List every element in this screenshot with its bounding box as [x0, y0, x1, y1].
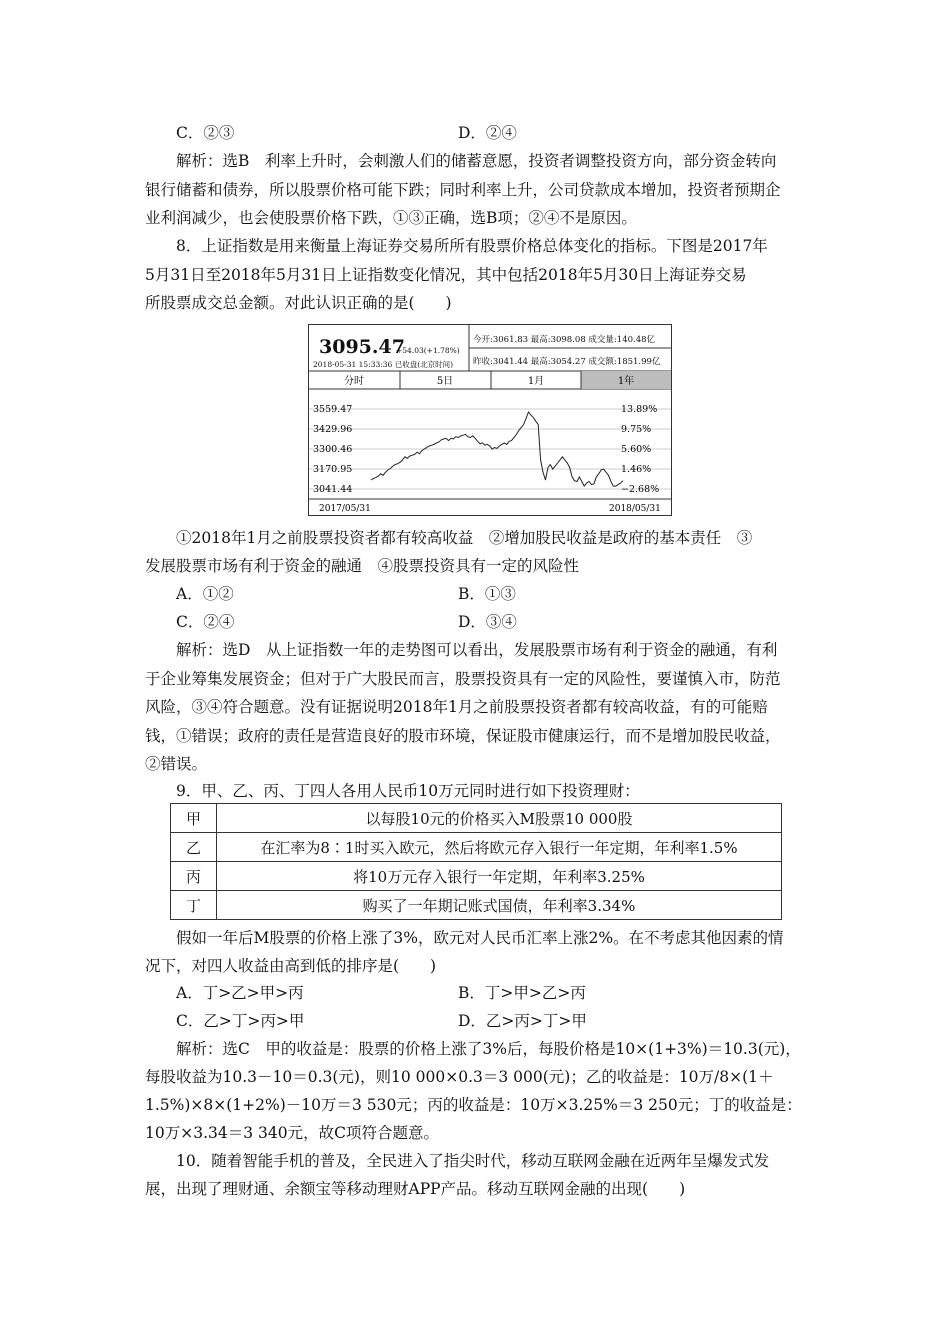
y-tick-label: 3041.44 [313, 484, 353, 495]
q7-analysis-line: 银行储蓄和债券，所以股票价格可能下跌；同时利率上升，公司贷款成本增加，投资者预期企 [145, 181, 781, 199]
pct-tick-label: 1.46% [621, 464, 652, 475]
q8-stem-line: 所股票成交总金额。对此认识正确的是( ) [145, 294, 452, 312]
table-cell-desc: 在汇率为8∶1时买入欧元，然后将欧元存入银行一年定期，年利率1.5% [217, 833, 782, 862]
q8-statement-line: ①2018年1月之前股票投资者都有较高收益 ②增加股民收益是政府的基本责任 ③ [176, 529, 753, 547]
q7-analysis-line: 解析：选B 利率上升时，会刺激人们的储蓄意愿，投资者调整投资方向，部分资金转向 [176, 152, 777, 170]
table-cell-desc: 购买了一年期记账式国债，年利率3.34% [217, 891, 782, 920]
chart-info-line1: 今开:3061.83 最高:3098.08 成交量:140.48亿 [473, 335, 656, 345]
tab-intraday[interactable]: 分时 [344, 376, 364, 387]
q7-option-d: D．②④ [458, 124, 517, 142]
q8-option-c: C．②④ [176, 613, 235, 631]
chart-price: 3095.47 [319, 336, 405, 358]
q9-option-b: B．丁>甲>乙>丙 [458, 984, 586, 1002]
q7-option-c: C．②③ [176, 124, 235, 142]
q8-analysis-line: 于企业筹集发展资金；但对于广大股民而言，股票投资具有一定的风险性，要谨慎入市，防范 [145, 670, 781, 688]
table-row [171, 804, 782, 833]
x-label-end: 2018/05/31 [609, 504, 661, 514]
q10-stem-line: 10．随着智能手机的普及，全民进入了指尖时代，移动互联网金融在近两年呈爆发式发 [176, 1152, 770, 1170]
table-cell-person: 甲 [171, 804, 217, 833]
table-cell-person: 丙 [171, 862, 217, 891]
pct-tick-label: −2.68% [621, 484, 660, 495]
table-row [171, 833, 782, 862]
q9-after-line: 假如一年后M股票的价格上涨了3%，欧元对人民币汇率上涨2%。在不考虑其他因素的情 [176, 929, 784, 947]
q9-option-d: D．乙>丙>丁>甲 [458, 1012, 587, 1030]
y-tick-label: 3559.47 [313, 404, 353, 415]
pct-tick-label: 9.75% [621, 424, 652, 435]
q9-analysis-line: 每股收益为10.3－10＝0.3(元)，则10 000×0.3＝3 000(元)；乙的收益是：10万/8×(1＋ [145, 1068, 774, 1086]
q9-after-line: 况下，对四人收益由高到低的排序是( ) [145, 957, 437, 975]
pct-tick-label: 13.89% [621, 404, 658, 415]
shanghai-index-chart [308, 324, 672, 516]
table-row [171, 862, 782, 891]
chart-change: +54.03(+1.78%) [396, 346, 460, 355]
q7-analysis-line: 业利润减少，也会使股票价格下跌，①③正确，选B项；②④不是原因。 [145, 209, 637, 227]
chart-info-line2: 昨收:3041.44 最高:3054.27 成交额:1851.99亿 [473, 357, 661, 367]
q8-option-d: D．③④ [458, 613, 517, 631]
table-cell-person: 乙 [171, 833, 217, 862]
x-label-start: 2017/05/31 [319, 504, 371, 514]
q8-analysis-line: ②错误。 [145, 755, 208, 773]
table-cell-desc: 将10万元存入银行一年定期，年利率3.25% [217, 862, 782, 891]
investment-table [170, 803, 782, 920]
q8-stem-line: 8．上证指数是用来衡量上海证券交易所所有股票价格总体变化的指标。下图是2017年 [176, 237, 768, 255]
q9-option-a: A．丁>乙>甲>丙 [176, 984, 304, 1002]
chart-timestamp: 2018-05-31 15:33:36 已收盘(北京时间) [313, 360, 454, 369]
y-tick-label: 3170.95 [313, 464, 353, 475]
q8-option-a: A．①② [176, 585, 234, 603]
tab-1month[interactable]: 1月 [527, 376, 545, 387]
q9-option-c: C．乙>丁>丙>甲 [176, 1012, 305, 1030]
tab-5day[interactable]: 5日 [436, 376, 454, 387]
pct-tick-label: 5.60% [621, 444, 652, 455]
q9-analysis-line: 10万×3.34＝3 340元，故C项符合题意。 [145, 1124, 439, 1142]
q8-analysis-line: 风险，③④符合题意。没有证据说明2018年1月之前股票投资者都有较高收益，有的可能赔 [145, 698, 768, 716]
q9-analysis-line: 解析：选C 甲的收益是：股票的价格上涨了3%后，每股价格是10×(1+3%)＝10.3(元)， [176, 1040, 801, 1058]
q8-statement-line: 发展股票市场有利于资金的融通 ④股票投资具有一定的风险性 [145, 557, 580, 575]
tab-1year[interactable]: 1年 [617, 376, 635, 387]
q9-stem: 9．甲、乙、丙、丁四人各用人民币10万元同时进行如下投资理财： [176, 782, 640, 800]
y-tick-label: 3300.46 [313, 444, 353, 455]
q8-analysis-line: 解析：选D 从上证指数一年的走势图可以看出，发展股票市场有利于资金的融通，有利 [176, 641, 778, 659]
table-cell-desc: 以每股10元的价格买入M股票10 000股 [217, 804, 782, 833]
table-row [171, 891, 782, 920]
y-tick-label: 3429.96 [313, 424, 353, 435]
q8-option-b: B．①③ [458, 585, 516, 603]
q10-stem-line: 展，出现了理财通、余额宝等移动理财APP产品。移动互联网金融的出现( ) [145, 1180, 686, 1198]
table-cell-person: 丁 [171, 891, 217, 920]
q8-analysis-line: 钱，①错误；政府的责任是营造良好的股市环境，保证股市健康运行，而不是增加股民收益， [145, 727, 781, 745]
q9-analysis-line: 1.5%)×8×(1+2%)－10万＝3 530元；丙的收益是：10万×3.25%＝3 250元；丁的收益是： [145, 1096, 802, 1114]
q8-stem-line: 5月31日至2018年5月31日上证指数变化情况，其中包括2018年5月30日上海证券交易 [145, 266, 747, 284]
